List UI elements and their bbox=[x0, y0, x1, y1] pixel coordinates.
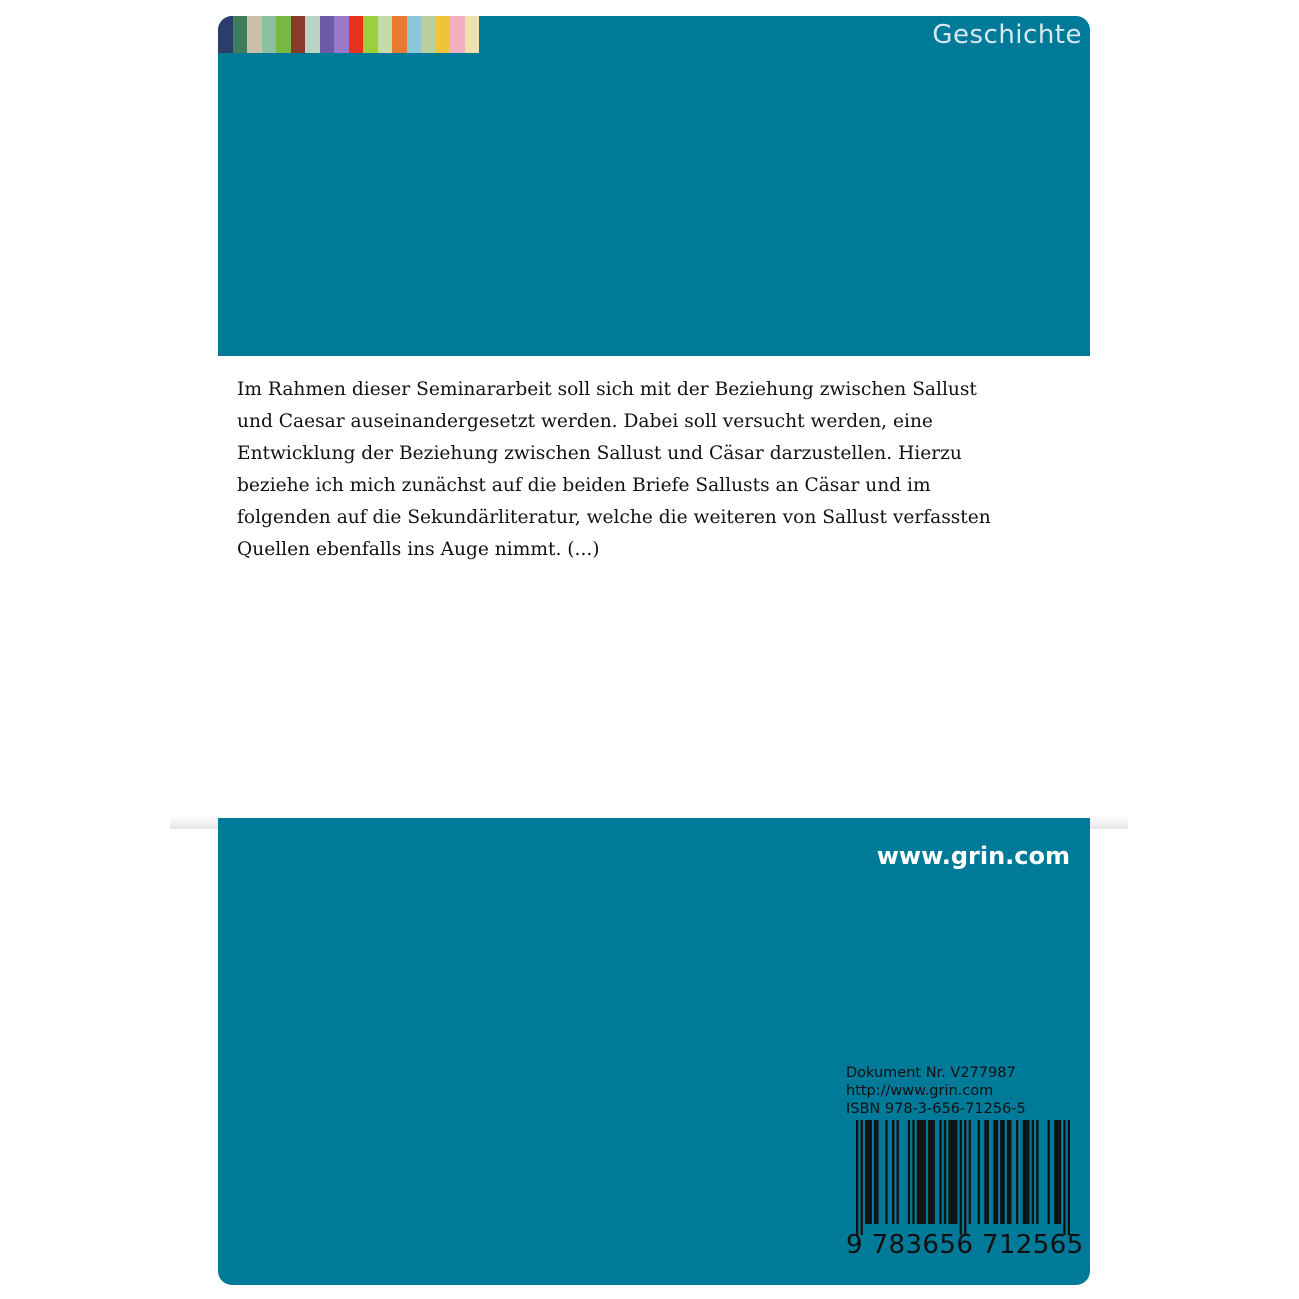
barcode-bar bbox=[944, 1120, 946, 1224]
barcode-bar bbox=[1056, 1120, 1058, 1224]
barcode-bar bbox=[865, 1120, 867, 1224]
barcode-bar bbox=[1059, 1120, 1061, 1224]
barcode-bar bbox=[930, 1120, 932, 1224]
abstract-line: und Caesar auseinandergesetzt werden. Dabei soll versucht werden, eine bbox=[237, 411, 933, 432]
barcode-bars bbox=[856, 1120, 1070, 1235]
barcode-bar bbox=[951, 1120, 953, 1224]
color-stripe-bar bbox=[218, 16, 479, 53]
barcode-bar bbox=[933, 1120, 935, 1224]
color-stripe bbox=[378, 16, 393, 53]
barcode bbox=[846, 1120, 1084, 1260]
barcode-bar bbox=[1007, 1120, 1009, 1224]
abstract-line: Im Rahmen dieser Seminararbeit soll sich mit der Beziehung zwischen Sallust bbox=[237, 379, 977, 400]
color-stripe bbox=[465, 16, 480, 53]
barcode-bar bbox=[939, 1120, 941, 1224]
barcode-bar bbox=[955, 1120, 957, 1224]
barcode-bar bbox=[953, 1120, 955, 1224]
barcode-bar bbox=[912, 1120, 914, 1224]
barcode-bar bbox=[1016, 1120, 1018, 1224]
barcode-bar bbox=[960, 1120, 962, 1235]
barcode-bar bbox=[908, 1120, 910, 1224]
barcode-bar bbox=[861, 1120, 863, 1235]
barcode-bar bbox=[969, 1120, 971, 1224]
barcode-bar bbox=[978, 1120, 980, 1224]
color-stripe bbox=[305, 16, 320, 53]
color-stripe bbox=[349, 16, 364, 53]
document-number: Dokument Nr. V277987 bbox=[846, 1065, 1016, 1081]
barcode-bar bbox=[1032, 1120, 1034, 1224]
color-stripe bbox=[334, 16, 349, 53]
color-stripe bbox=[262, 16, 277, 53]
barcode-bar bbox=[928, 1120, 930, 1224]
color-stripe bbox=[247, 16, 262, 53]
barcode-bar bbox=[1047, 1120, 1049, 1224]
barcode-bar bbox=[1009, 1120, 1011, 1224]
barcode-bar bbox=[964, 1120, 966, 1235]
barcode-bar bbox=[1036, 1120, 1038, 1224]
barcode-bar bbox=[984, 1120, 986, 1224]
color-stripe bbox=[436, 16, 451, 53]
barcode-bar bbox=[996, 1120, 998, 1224]
barcode-bar bbox=[921, 1120, 923, 1224]
document-url: http://www.grin.com bbox=[846, 1083, 994, 1099]
barcode-bar bbox=[1063, 1120, 1065, 1235]
barcode-bar bbox=[924, 1120, 926, 1224]
barcode-bar bbox=[1027, 1120, 1029, 1224]
color-stripe bbox=[450, 16, 465, 53]
barcode-bar bbox=[867, 1120, 869, 1224]
bottom-banner bbox=[218, 818, 1090, 1285]
isbn: ISBN 978-3-656-71256-5 bbox=[846, 1101, 1026, 1117]
color-stripe bbox=[218, 16, 233, 53]
category-label: Geschichte bbox=[932, 20, 1082, 50]
color-stripe bbox=[407, 16, 422, 53]
barcode-bar bbox=[948, 1120, 950, 1224]
barcode-bar bbox=[897, 1120, 899, 1224]
barcode-bar bbox=[856, 1120, 858, 1235]
barcode-bar bbox=[1023, 1120, 1025, 1224]
barcode-bar bbox=[993, 1120, 995, 1224]
color-stripe bbox=[421, 16, 436, 53]
color-stripe bbox=[363, 16, 378, 53]
barcode-bar bbox=[874, 1120, 876, 1224]
barcode-bar bbox=[987, 1120, 989, 1224]
website-label: www.grin.com bbox=[876, 842, 1070, 870]
top-banner bbox=[218, 16, 1090, 356]
color-stripe bbox=[233, 16, 248, 53]
barcode-bar bbox=[919, 1120, 921, 1224]
abstract-line: folgenden auf die Sekundärliteratur, welche die weiteren von Sallust verfassten bbox=[237, 507, 991, 528]
color-stripe bbox=[320, 16, 335, 53]
document-info bbox=[846, 1064, 1026, 1118]
abstract-line: beziehe ich mich zunächst auf die beiden Briefe Sallusts an Cäsar und im bbox=[237, 475, 931, 496]
barcode-bar bbox=[1054, 1120, 1056, 1224]
barcode-bar bbox=[1068, 1120, 1070, 1235]
color-stripe bbox=[291, 16, 306, 53]
barcode-bar bbox=[1002, 1120, 1004, 1224]
barcode-bar bbox=[1000, 1120, 1002, 1224]
barcode-bar bbox=[1025, 1120, 1027, 1224]
color-stripe bbox=[392, 16, 407, 53]
barcode-digits: 9 783656 712565 bbox=[846, 1230, 1084, 1260]
barcode-bar bbox=[885, 1120, 887, 1224]
abstract-text bbox=[237, 374, 991, 566]
barcode-bar bbox=[876, 1120, 878, 1224]
barcode-bar bbox=[870, 1120, 872, 1224]
abstract-line: Quellen ebenfalls ins Auge nimmt. (...) bbox=[237, 539, 600, 560]
barcode-bar bbox=[917, 1120, 919, 1224]
barcode-bar bbox=[892, 1120, 894, 1224]
abstract-line: Entwicklung der Beziehung zwischen Sallust und Cäsar darzustellen. Hierzu bbox=[237, 443, 962, 464]
color-stripe bbox=[276, 16, 291, 53]
